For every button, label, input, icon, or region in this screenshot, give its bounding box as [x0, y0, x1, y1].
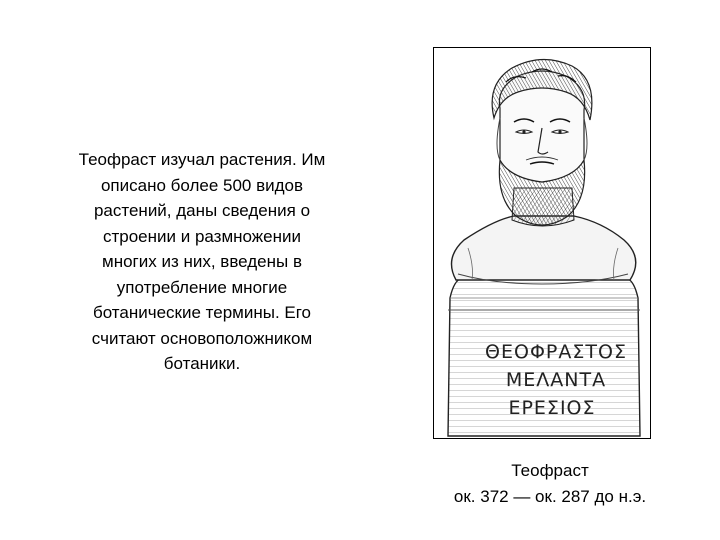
- caption-name: Теофраст: [511, 461, 589, 480]
- description-line: считают основоположником: [91, 328, 313, 348]
- bust-engraving-icon: [434, 48, 650, 438]
- description-line: строении и размножении: [102, 226, 302, 246]
- caption-dates: ок. 372 — ок. 287 до н.э.: [453, 487, 647, 506]
- description-line: употребление многие: [116, 277, 288, 297]
- description-line: ботаники.: [163, 354, 241, 373]
- description-text: [22, 147, 382, 377]
- description-line: многих из них, введены в: [102, 252, 302, 271]
- portrait-image: [433, 47, 651, 439]
- description-line: описано более 500 видов: [100, 175, 304, 195]
- description-line: Теофраст изучал растения. Им: [78, 150, 326, 169]
- bust-inscription-line: ΘΕΟΦΡΑΣΤΟΣ: [485, 341, 627, 363]
- description-line: ботанические термины. Его: [92, 303, 312, 322]
- portrait-caption: [420, 458, 680, 510]
- description-line: растений, даны сведения о: [93, 201, 311, 220]
- bust-inscription-line: ΜΕΛΑΝΤΑ: [505, 369, 607, 391]
- bust-inscription-line: ΕΡΕΣΙΟΣ: [508, 397, 596, 419]
